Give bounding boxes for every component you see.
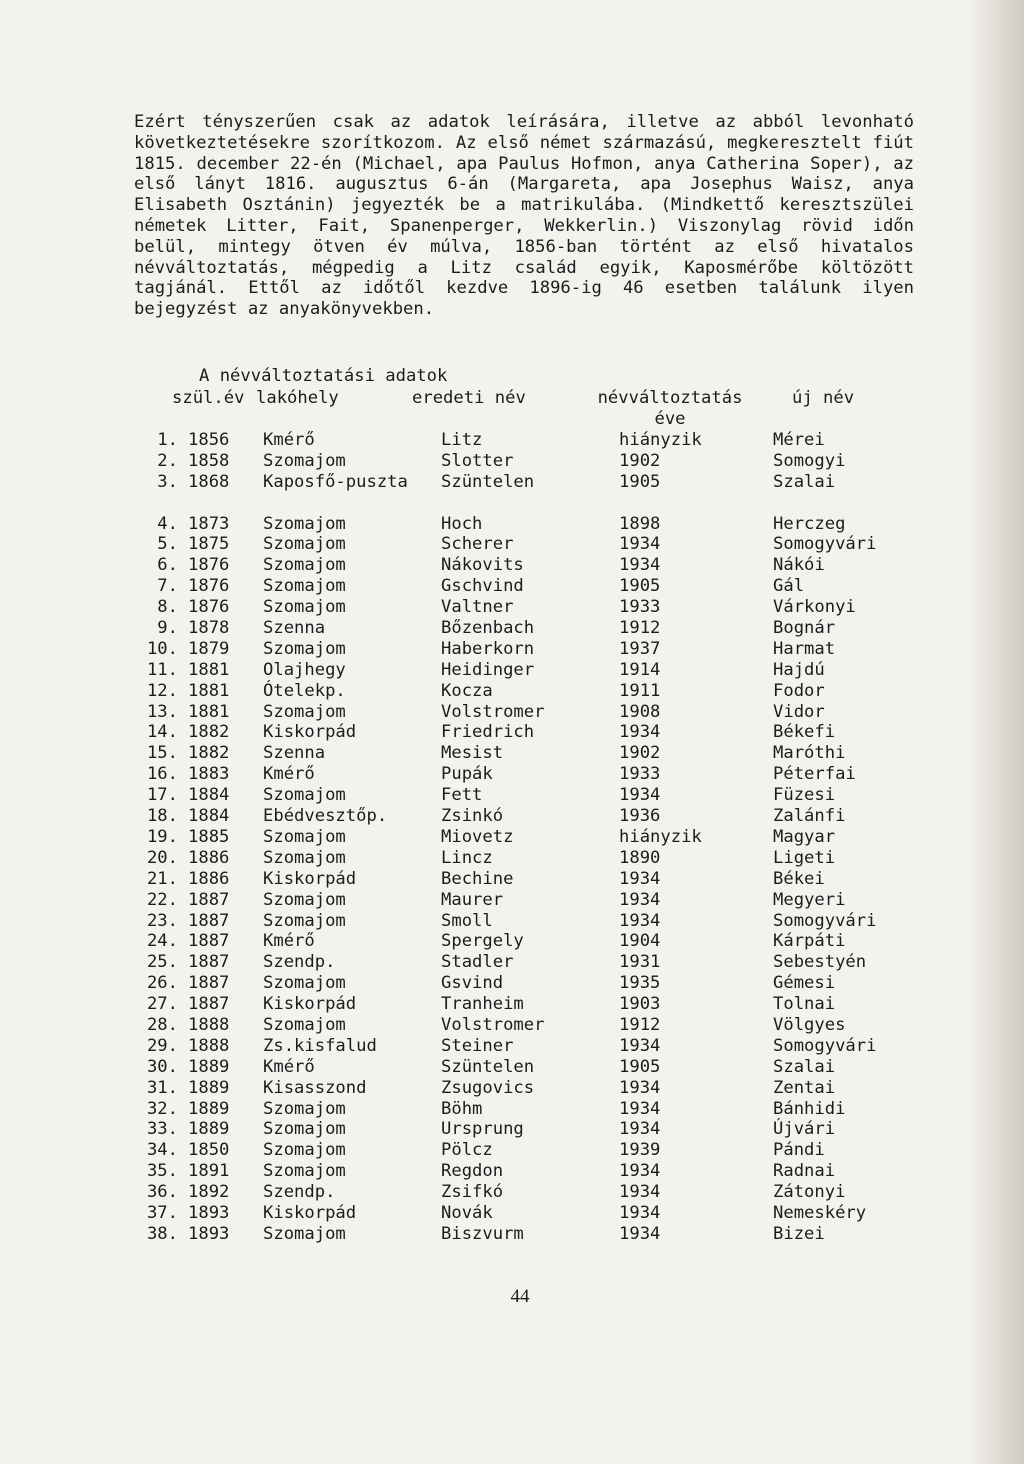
name-change-table	[0, 430, 972, 1245]
original-name: Szüntelen	[441, 471, 535, 492]
change-year: 1933	[619, 764, 661, 785]
table-row	[0, 1161, 972, 1182]
change-year: 1902	[619, 743, 661, 764]
row-number: 7.	[157, 576, 178, 597]
new-name: Mérei	[773, 430, 825, 450]
row-number: 26.	[146, 973, 178, 994]
row-number: 27.	[146, 994, 178, 1015]
change-year: 1934	[619, 1035, 661, 1056]
change-year: 1934	[619, 1077, 661, 1098]
residence: Kisasszond	[263, 1077, 367, 1098]
row-number: 21.	[146, 868, 178, 889]
change-year: 1934	[619, 1098, 661, 1119]
change-year: 1908	[619, 701, 661, 722]
birth-year: 1876	[188, 555, 230, 576]
new-name: Várkonyi	[773, 597, 856, 618]
new-name: Péterfai	[773, 764, 856, 785]
change-year: 1935	[619, 973, 661, 994]
table-row	[0, 785, 972, 806]
residence: Szomajom	[263, 1098, 346, 1119]
new-name: Hajdú	[773, 659, 825, 680]
table-row	[0, 1224, 972, 1245]
residence: Szomajom	[263, 1223, 346, 1244]
row-number: 24.	[146, 931, 178, 952]
table-row	[0, 848, 972, 869]
change-year: 1934	[619, 868, 661, 889]
change-year: 1934	[619, 555, 661, 576]
change-year: 1934	[619, 785, 661, 806]
residence: Kiskorpád	[263, 722, 357, 743]
original-name: Szüntelen	[441, 1056, 535, 1077]
residence: Kiskorpád	[263, 1202, 357, 1223]
row-number: 5.	[157, 534, 178, 555]
original-name: Pupák	[441, 764, 493, 785]
original-name: Smoll	[441, 910, 493, 931]
table-row	[0, 430, 972, 451]
new-name: Somogyi	[773, 450, 846, 471]
residence: Kmérő	[263, 430, 315, 450]
birth-year: 1876	[188, 597, 230, 618]
birth-year: 1887	[188, 889, 230, 910]
row-number: 38.	[146, 1223, 178, 1244]
birth-year: 1889	[188, 1077, 230, 1098]
birth-year: 1850	[188, 1140, 230, 1161]
birth-year: 1856	[188, 430, 230, 450]
residence: Szomajom	[263, 826, 346, 847]
change-year: 1911	[619, 680, 661, 701]
birth-year: 1884	[188, 806, 230, 827]
new-name: Békei	[773, 868, 825, 889]
new-name: Bánhidi	[773, 1098, 846, 1119]
row-number: 23.	[146, 910, 178, 931]
table-row	[0, 555, 972, 576]
birth-year: 1879	[188, 638, 230, 659]
new-name: Bizei	[773, 1223, 825, 1244]
birth-year: 1889	[188, 1098, 230, 1119]
new-name: Völgyes	[773, 1014, 846, 1035]
original-name: Litz	[441, 430, 483, 450]
residence: Kmérő	[263, 1056, 315, 1077]
table-row	[0, 1057, 972, 1078]
birth-year: 1892	[188, 1182, 230, 1203]
original-name: Maurer	[441, 889, 504, 910]
table-row	[0, 806, 972, 827]
table-row	[0, 514, 972, 535]
row-number: 3.	[157, 471, 178, 492]
change-year: hiányzik	[619, 826, 702, 847]
residence: Ótelekp.	[263, 680, 346, 701]
change-year: 1898	[619, 513, 661, 534]
table-row	[0, 931, 972, 952]
row-number: 13.	[146, 701, 178, 722]
change-year: 1934	[619, 1202, 661, 1223]
new-name: Gál	[773, 576, 805, 597]
new-name: Bognár	[773, 618, 836, 639]
new-name: Zentai	[773, 1077, 836, 1098]
birth-year: 1887	[188, 973, 230, 994]
change-year: 1890	[619, 847, 661, 868]
table-row	[0, 1099, 972, 1120]
birth-year: 1882	[188, 722, 230, 743]
birth-year: 1888	[188, 1035, 230, 1056]
change-year: 1934	[619, 1182, 661, 1203]
change-year: 1934	[619, 889, 661, 910]
change-year: 1903	[619, 994, 661, 1015]
new-name: Pándi	[773, 1140, 825, 1161]
birth-year: 1868	[188, 471, 230, 492]
row-number: 12.	[146, 680, 178, 701]
change-year: 1904	[619, 931, 661, 952]
row-number: 22.	[146, 889, 178, 910]
change-year: 1934	[619, 722, 661, 743]
new-name: Békefi	[773, 722, 836, 743]
intro-paragraph	[134, 112, 914, 320]
residence: Szomajom	[263, 576, 346, 597]
original-name: Nákovits	[441, 555, 524, 576]
original-name: Scherer	[441, 534, 514, 555]
residence: Szomajom	[263, 597, 346, 618]
original-name: Zsugovics	[441, 1077, 535, 1098]
table-row	[0, 451, 972, 472]
header-eredeti-nev: eredeti név	[412, 388, 526, 408]
birth-year: 1882	[188, 743, 230, 764]
change-year: hiányzik	[619, 430, 702, 450]
birth-year: 1881	[188, 659, 230, 680]
new-name: Fodor	[773, 680, 825, 701]
new-name: Szalai	[773, 471, 836, 492]
residence: Szendp.	[263, 1182, 336, 1203]
new-name: Zátonyi	[773, 1182, 846, 1203]
row-number: 9.	[157, 618, 178, 639]
residence: Kiskorpád	[263, 994, 357, 1015]
row-number: 31.	[146, 1077, 178, 1098]
birth-year: 1881	[188, 701, 230, 722]
table-row	[0, 1036, 972, 1057]
table-row	[0, 827, 972, 848]
birth-year: 1887	[188, 910, 230, 931]
row-number: 14.	[146, 722, 178, 743]
original-name: Haberkorn	[441, 638, 535, 659]
residence: Szomajom	[263, 701, 346, 722]
residence: Kaposfő-puszta	[263, 471, 408, 492]
header-lakohely: lakóhely	[256, 388, 339, 408]
birth-year: 1893	[188, 1202, 230, 1223]
residence: Szomajom	[263, 513, 346, 534]
row-number: 36.	[146, 1182, 178, 1203]
original-name: Ursprung	[441, 1119, 524, 1140]
change-year: 1939	[619, 1140, 661, 1161]
new-name: Megyeri	[773, 889, 846, 910]
residence: Szomajom	[263, 889, 346, 910]
change-year: 1905	[619, 1056, 661, 1077]
birth-year: 1893	[188, 1223, 230, 1244]
original-name: Gschvind	[441, 576, 524, 597]
original-name: Miovetz	[441, 826, 514, 847]
original-name: Volstromer	[441, 701, 545, 722]
table-title: A névváltoztatási adatok	[199, 366, 448, 386]
birth-year: 1889	[188, 1119, 230, 1140]
birth-year: 1876	[188, 576, 230, 597]
residence: Szomajom	[263, 973, 346, 994]
table-row	[0, 911, 972, 932]
new-name: Maróthi	[773, 743, 846, 764]
table-row	[0, 618, 972, 639]
new-name: Somogyvári	[773, 910, 877, 931]
residence: Szomajom	[263, 534, 346, 555]
birth-year: 1873	[188, 513, 230, 534]
residence: Kiskorpád	[263, 868, 357, 889]
row-number: 4.	[157, 513, 178, 534]
residence: Szomajom	[263, 638, 346, 659]
original-name: Spergely	[441, 931, 524, 952]
original-name: Novák	[441, 1202, 493, 1223]
new-name: Somogyvári	[773, 534, 877, 555]
new-name: Vidor	[773, 701, 825, 722]
new-name: Újvári	[773, 1119, 836, 1140]
change-year: 1912	[619, 618, 661, 639]
table-row	[0, 890, 972, 911]
change-year: 1934	[619, 1223, 661, 1244]
residence: Zs.kisfalud	[263, 1035, 377, 1056]
birth-year: 1887	[188, 931, 230, 952]
row-number: 8.	[157, 597, 178, 618]
residence: Szomajom	[263, 555, 346, 576]
header-szul-ev: szül.év	[172, 388, 245, 408]
residence: Szomajom	[263, 1014, 346, 1035]
table-row	[0, 597, 972, 618]
row-number: 6.	[157, 555, 178, 576]
new-name: Nemeskéry	[773, 1202, 867, 1223]
change-year: 1933	[619, 597, 661, 618]
change-year: 1934	[619, 910, 661, 931]
change-year: 1902	[619, 450, 661, 471]
original-name: Friedrich	[441, 722, 535, 743]
birth-year: 1886	[188, 847, 230, 868]
table-row	[0, 1140, 972, 1161]
residence: Szomajom	[263, 910, 346, 931]
original-name: Zsinkó	[441, 806, 504, 827]
row-number: 15.	[146, 743, 178, 764]
original-name: Biszvurm	[441, 1223, 524, 1244]
change-year: 1937	[619, 638, 661, 659]
residence: Szomajom	[263, 847, 346, 868]
residence: Szenna	[263, 743, 326, 764]
residence: Szendp.	[263, 952, 336, 973]
birth-year: 1888	[188, 1014, 230, 1035]
original-name: Stadler	[441, 952, 514, 973]
change-year: 1936	[619, 806, 661, 827]
table-row	[0, 722, 972, 743]
change-year: 1912	[619, 1014, 661, 1035]
original-name: Heidinger	[441, 659, 535, 680]
change-year: 1934	[619, 1119, 661, 1140]
row-number: 18.	[146, 806, 178, 827]
residence: Ebédvesztőp.	[263, 806, 388, 827]
birth-year: 1881	[188, 680, 230, 701]
change-year: 1905	[619, 576, 661, 597]
page-number: 44	[510, 1286, 530, 1307]
birth-year: 1889	[188, 1056, 230, 1077]
original-name: Tranheim	[441, 994, 524, 1015]
new-name: Harmat	[773, 638, 836, 659]
original-name: Gsvind	[441, 973, 504, 994]
row-number: 25.	[146, 952, 178, 973]
row-number: 32.	[146, 1098, 178, 1119]
birth-year: 1891	[188, 1161, 230, 1182]
row-number: 20.	[146, 847, 178, 868]
original-name: Steiner	[441, 1035, 514, 1056]
new-name: Sebestyén	[773, 952, 867, 973]
residence: Kmérő	[263, 764, 315, 785]
table-row	[0, 660, 972, 681]
table-row	[0, 472, 972, 514]
residence: Szomajom	[263, 1140, 346, 1161]
new-name: Somogyvári	[773, 1035, 877, 1056]
original-name: Mesist	[441, 743, 504, 764]
residence: Szomajom	[263, 1161, 346, 1182]
new-name: Gémesi	[773, 973, 836, 994]
original-name: Valtner	[441, 597, 514, 618]
new-name: Magyar	[773, 826, 836, 847]
birth-year: 1883	[188, 764, 230, 785]
birth-year: 1875	[188, 534, 230, 555]
row-number: 35.	[146, 1161, 178, 1182]
intro-text: Ezért tényszerűen csak az adatok leírására, illetve az abból levonható következtetésekre szorítkozom. Az első német származású, megkeresztelt fiút 1815. december 22-én (Michael, apa Paulus Hofmon, anya Catherina Soper), az első lányt 1816. augusztus 6-án (Margareta, apa Josephus Waisz, anya Elisabeth Osztánin) jegyezték be a matrikulába. (Mindkettő keresztszülei németek Litter, Fait, Spanenperger, Wekkerlin.) Viszonylag rövid időn belül, mintegy ötven év múlva, 1856-ban történt az első hivatalos névváltoztatás, mégpedig a Litz család egyik, Kaposmérőbe költözött tagjánál. Ettől az időtől kezdve 1896-ig 46 esetben találunk ilyen bejegyzést az anyakönyvekben.	[134, 112, 914, 320]
change-year: 1931	[619, 952, 661, 973]
table-row	[0, 869, 972, 890]
table-row	[0, 702, 972, 723]
birth-year: 1886	[188, 868, 230, 889]
original-name: Volstromer	[441, 1014, 545, 1035]
original-name: Böhm	[441, 1098, 483, 1119]
row-number: 19.	[146, 826, 178, 847]
table-row	[0, 639, 972, 660]
residence: Kmérő	[263, 931, 315, 952]
table-row	[0, 973, 972, 994]
birth-year: 1878	[188, 618, 230, 639]
table-row	[0, 1182, 972, 1203]
table-row	[0, 576, 972, 597]
new-name: Radnai	[773, 1161, 836, 1182]
original-name: Kocza	[441, 680, 493, 701]
new-name: Füzesi	[773, 785, 836, 806]
new-name: Ligeti	[773, 847, 836, 868]
table-row	[0, 1119, 972, 1140]
change-year: 1905	[619, 471, 661, 492]
residence: Szomajom	[263, 785, 346, 806]
row-number: 17.	[146, 785, 178, 806]
original-name: Fett	[441, 785, 483, 806]
row-number: 37.	[146, 1202, 178, 1223]
new-name: Kárpáti	[773, 931, 846, 952]
birth-year: 1858	[188, 450, 230, 471]
new-name: Tolnai	[773, 994, 836, 1015]
original-name: Lincz	[441, 847, 493, 868]
table-row	[0, 534, 972, 555]
change-year: 1934	[619, 1161, 661, 1182]
table-row	[0, 743, 972, 764]
row-number: 1.	[157, 430, 178, 450]
change-year: 1934	[619, 534, 661, 555]
new-name: Herczeg	[773, 513, 846, 534]
birth-year: 1885	[188, 826, 230, 847]
new-name: Nákói	[773, 555, 825, 576]
birth-year: 1884	[188, 785, 230, 806]
change-year: 1914	[619, 659, 661, 680]
table-row	[0, 994, 972, 1015]
table-row	[0, 681, 972, 702]
table-row	[0, 1015, 972, 1036]
table-row	[0, 1078, 972, 1099]
original-name: Hoch	[441, 513, 483, 534]
table-row	[0, 1203, 972, 1224]
row-number: 30.	[146, 1056, 178, 1077]
new-name: Szalai	[773, 1056, 836, 1077]
row-number: 28.	[146, 1014, 178, 1035]
residence: Szomajom	[263, 450, 346, 471]
original-name: Bőzenbach	[441, 618, 535, 639]
table-row	[0, 952, 972, 973]
header-nevvaltoztatas-eve: névváltoztatás éve	[597, 388, 743, 429]
table-row	[0, 764, 972, 785]
page-edge-shadow	[972, 0, 1024, 1464]
row-number: 29.	[146, 1035, 178, 1056]
row-number: 10.	[146, 638, 178, 659]
residence: Szenna	[263, 618, 326, 639]
residence: Szomajom	[263, 1119, 346, 1140]
row-number: 11.	[146, 659, 178, 680]
original-name: Pölcz	[441, 1140, 493, 1161]
original-name: Zsifkó	[441, 1182, 504, 1203]
residence: Olajhegy	[263, 659, 346, 680]
row-number: 2.	[157, 450, 178, 471]
row-number: 34.	[146, 1140, 178, 1161]
row-number: 16.	[146, 764, 178, 785]
original-name: Bechine	[441, 868, 514, 889]
row-number: 33.	[146, 1119, 178, 1140]
birth-year: 1887	[188, 994, 230, 1015]
original-name: Slotter	[441, 450, 514, 471]
birth-year: 1887	[188, 952, 230, 973]
new-name: Zalánfi	[773, 806, 846, 827]
original-name: Regdon	[441, 1161, 504, 1182]
header-uj-nev: új név	[792, 388, 855, 408]
